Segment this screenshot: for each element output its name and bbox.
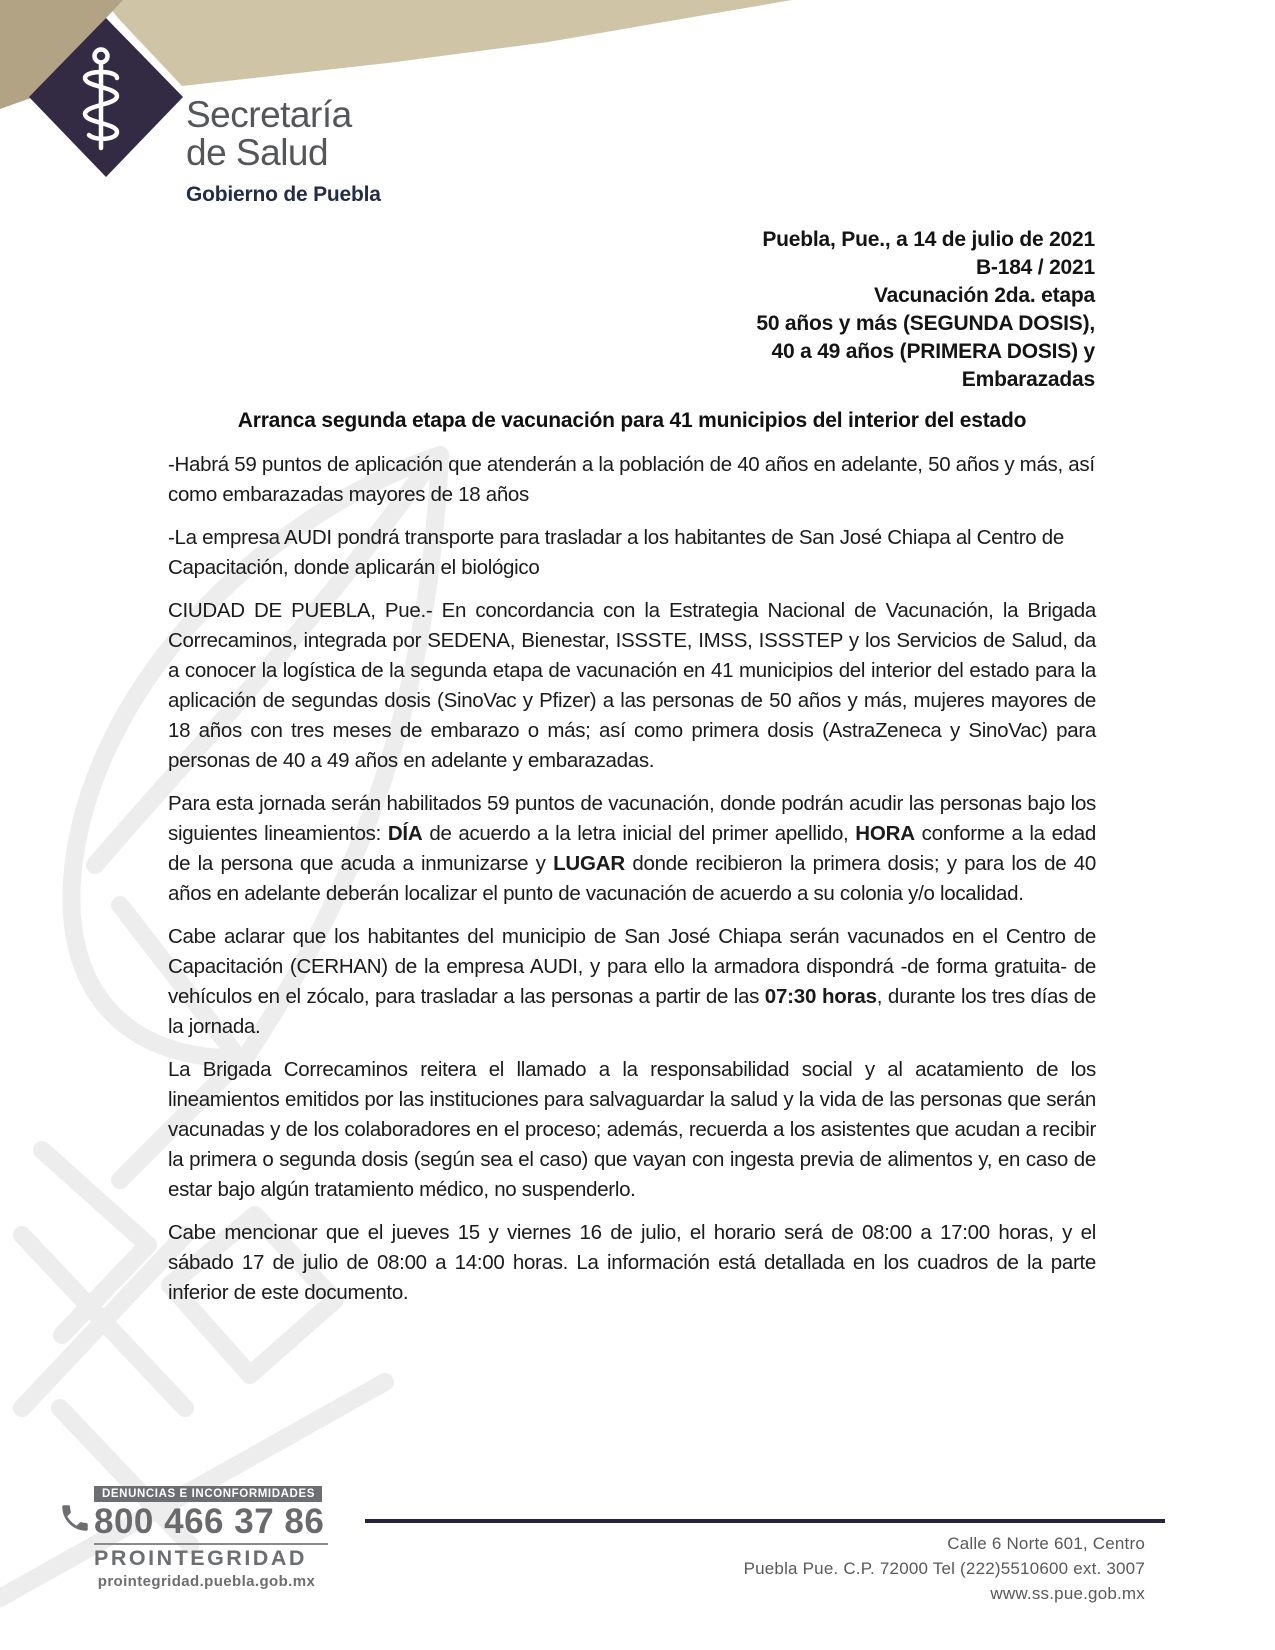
text-run: -La empresa AUDI pondrá transporte para trasladar a los habitantes de San José Chiapa al Centro de Capacitación, donde aplicarán el biológico bbox=[168, 526, 1064, 579]
dateline-line: 50 años y más (SEGUNDA DOSIS), bbox=[756, 312, 1095, 335]
address-line: Puebla Pue. C.P. 72000 Tel (222)5510600 ext. 3007 bbox=[743, 1559, 1145, 1578]
dateline-line: B-184 / 2021 bbox=[975, 256, 1095, 279]
footer-divider-rule bbox=[365, 1519, 1165, 1523]
dateline-line: Embarazadas bbox=[961, 368, 1095, 391]
address-block bbox=[744, 1531, 1145, 1606]
denuncias-phone-number: 800 466 37 86 bbox=[94, 1502, 328, 1545]
bold-run: DÍA bbox=[387, 822, 423, 845]
headline: Arranca segunda etapa de vacunación para 41 municipios del interior del estado bbox=[237, 409, 1027, 432]
paragraph bbox=[168, 922, 1096, 1042]
text-run: Para esta jornada serán habilitados 59 puntos de vacunación, donde podrán acudir las personas bajo los siguientes lineamientos: bbox=[168, 792, 1096, 845]
text-run: donde recibieron la primera dosis; y para los de 40 años en adelante deberán localizar el punto de vacunación de acuerdo a su colonia y/o localidad. bbox=[168, 852, 1096, 905]
dateline-line: Puebla, Pue., a 14 de julio de 2021 bbox=[762, 228, 1095, 251]
dateline-line: 40 a 49 años (PRIMERA DOSIS) y bbox=[771, 340, 1095, 363]
text-run: Cabe aclarar que los habitantes del municipio de San José Chiapa serán vacunados en el Centro de Capacitación (CERHAN) de la empresa AUDI, y para ello la armadora dispondrá -de forma gratuita- de vehículos en el zócalo, para trasladar a las personas a partir de las bbox=[168, 925, 1096, 1008]
address-line: Calle 6 Norte 601, Centro bbox=[947, 1534, 1145, 1553]
logo-gobierno-de-puebla: Gobierno de Puebla bbox=[186, 183, 381, 206]
paragraph bbox=[168, 1218, 1096, 1308]
bold-run: 07:30 horas bbox=[764, 985, 877, 1008]
address-line: www.ss.pue.gob.mx bbox=[990, 1584, 1145, 1603]
logo-wordmark bbox=[186, 96, 381, 207]
paragraph bbox=[168, 1055, 1096, 1205]
denuncias-badge: DENUNCIAS E INCONFORMIDADES bbox=[94, 1486, 322, 1502]
paragraphs-container bbox=[168, 450, 1096, 1308]
text-run: CIUDAD DE PUEBLA, Pue.- En concordancia con la Estrategia Nacional de Vacunación, la Brigada Correcaminos, integrada por SEDENA, Bienestar, ISSSTE, IMSS, ISSSTEP y los Servicios de Salud, da a conocer la logística de la segunda etapa de vacunación en 41 municipios del interior del estado para la aplicación de segundas dosis (SinoVac y Pfizer) a las personas de 50 años y más, mujeres mayores de 18 años con tres meses de embarazo o más; así como primera dosis (AstraZeneca y SinoVac) para personas de 40 a 49 años en adelante y embarazadas. bbox=[168, 599, 1096, 772]
paragraph bbox=[168, 596, 1096, 776]
prointegridad-block bbox=[58, 1484, 328, 1590]
logo-secretaria-line1: Secretaría bbox=[186, 94, 352, 135]
text-run: conforme a la edad de la persona que acuda a inmunizarse y bbox=[168, 822, 1096, 875]
dateline-block bbox=[756, 226, 1095, 394]
paragraph bbox=[168, 789, 1096, 909]
bold-run: HORA bbox=[855, 822, 915, 845]
paragraph bbox=[168, 450, 1096, 510]
text-run: de acuerdo a la letra inicial del primer apellido, bbox=[422, 822, 856, 845]
prointegridad-url[interactable]: prointegridad.puebla.gob.mx bbox=[97, 1573, 316, 1590]
prointegridad-stack bbox=[94, 1484, 328, 1590]
text-run: Cabe mencionar que el jueves 15 y viernes 16 de julio, el horario será de 08:00 a 17:00 horas, y el sábado 17 de julio de 08:00 a 14:00 horas. La información está detallada en los cuadros de la parte inferior de este documento. bbox=[168, 1221, 1096, 1304]
bold-run: LUGAR bbox=[553, 852, 625, 875]
prointegridad-label: PROINTEGRIDAD bbox=[94, 1546, 307, 1570]
tan-light-band bbox=[104, 0, 792, 86]
paragraph bbox=[168, 523, 1096, 583]
text-run: La Brigada Correcaminos reitera el llamado a la responsabilidad social y al acatamiento de los lineamientos emitidos por las instituciones para salvaguardar la salud y la vida de las personas que serán vacunadas y de los colaboradores en el proceso; además, recuerda a los asistentes que acudan a recibir la primera o segunda dosis (según sea el caso) que vayan con ingesta previa de alimentos y, en caso de estar bajo algún tratamiento médico, no suspenderlo. bbox=[168, 1058, 1096, 1201]
press-release-body bbox=[168, 408, 1096, 1321]
text-run: -Habrá 59 puntos de aplicación que atenderán a la población de 40 años en adelante, 50 años y más, así como embarazadas mayores de 18 años bbox=[168, 453, 1095, 506]
phone-icon bbox=[58, 1501, 92, 1535]
dateline-line: Vacunación 2da. etapa bbox=[873, 284, 1095, 307]
logo-secretaria-line2: de Salud bbox=[186, 132, 329, 173]
text-run: , durante los tres días de la jornada. bbox=[168, 985, 1096, 1038]
